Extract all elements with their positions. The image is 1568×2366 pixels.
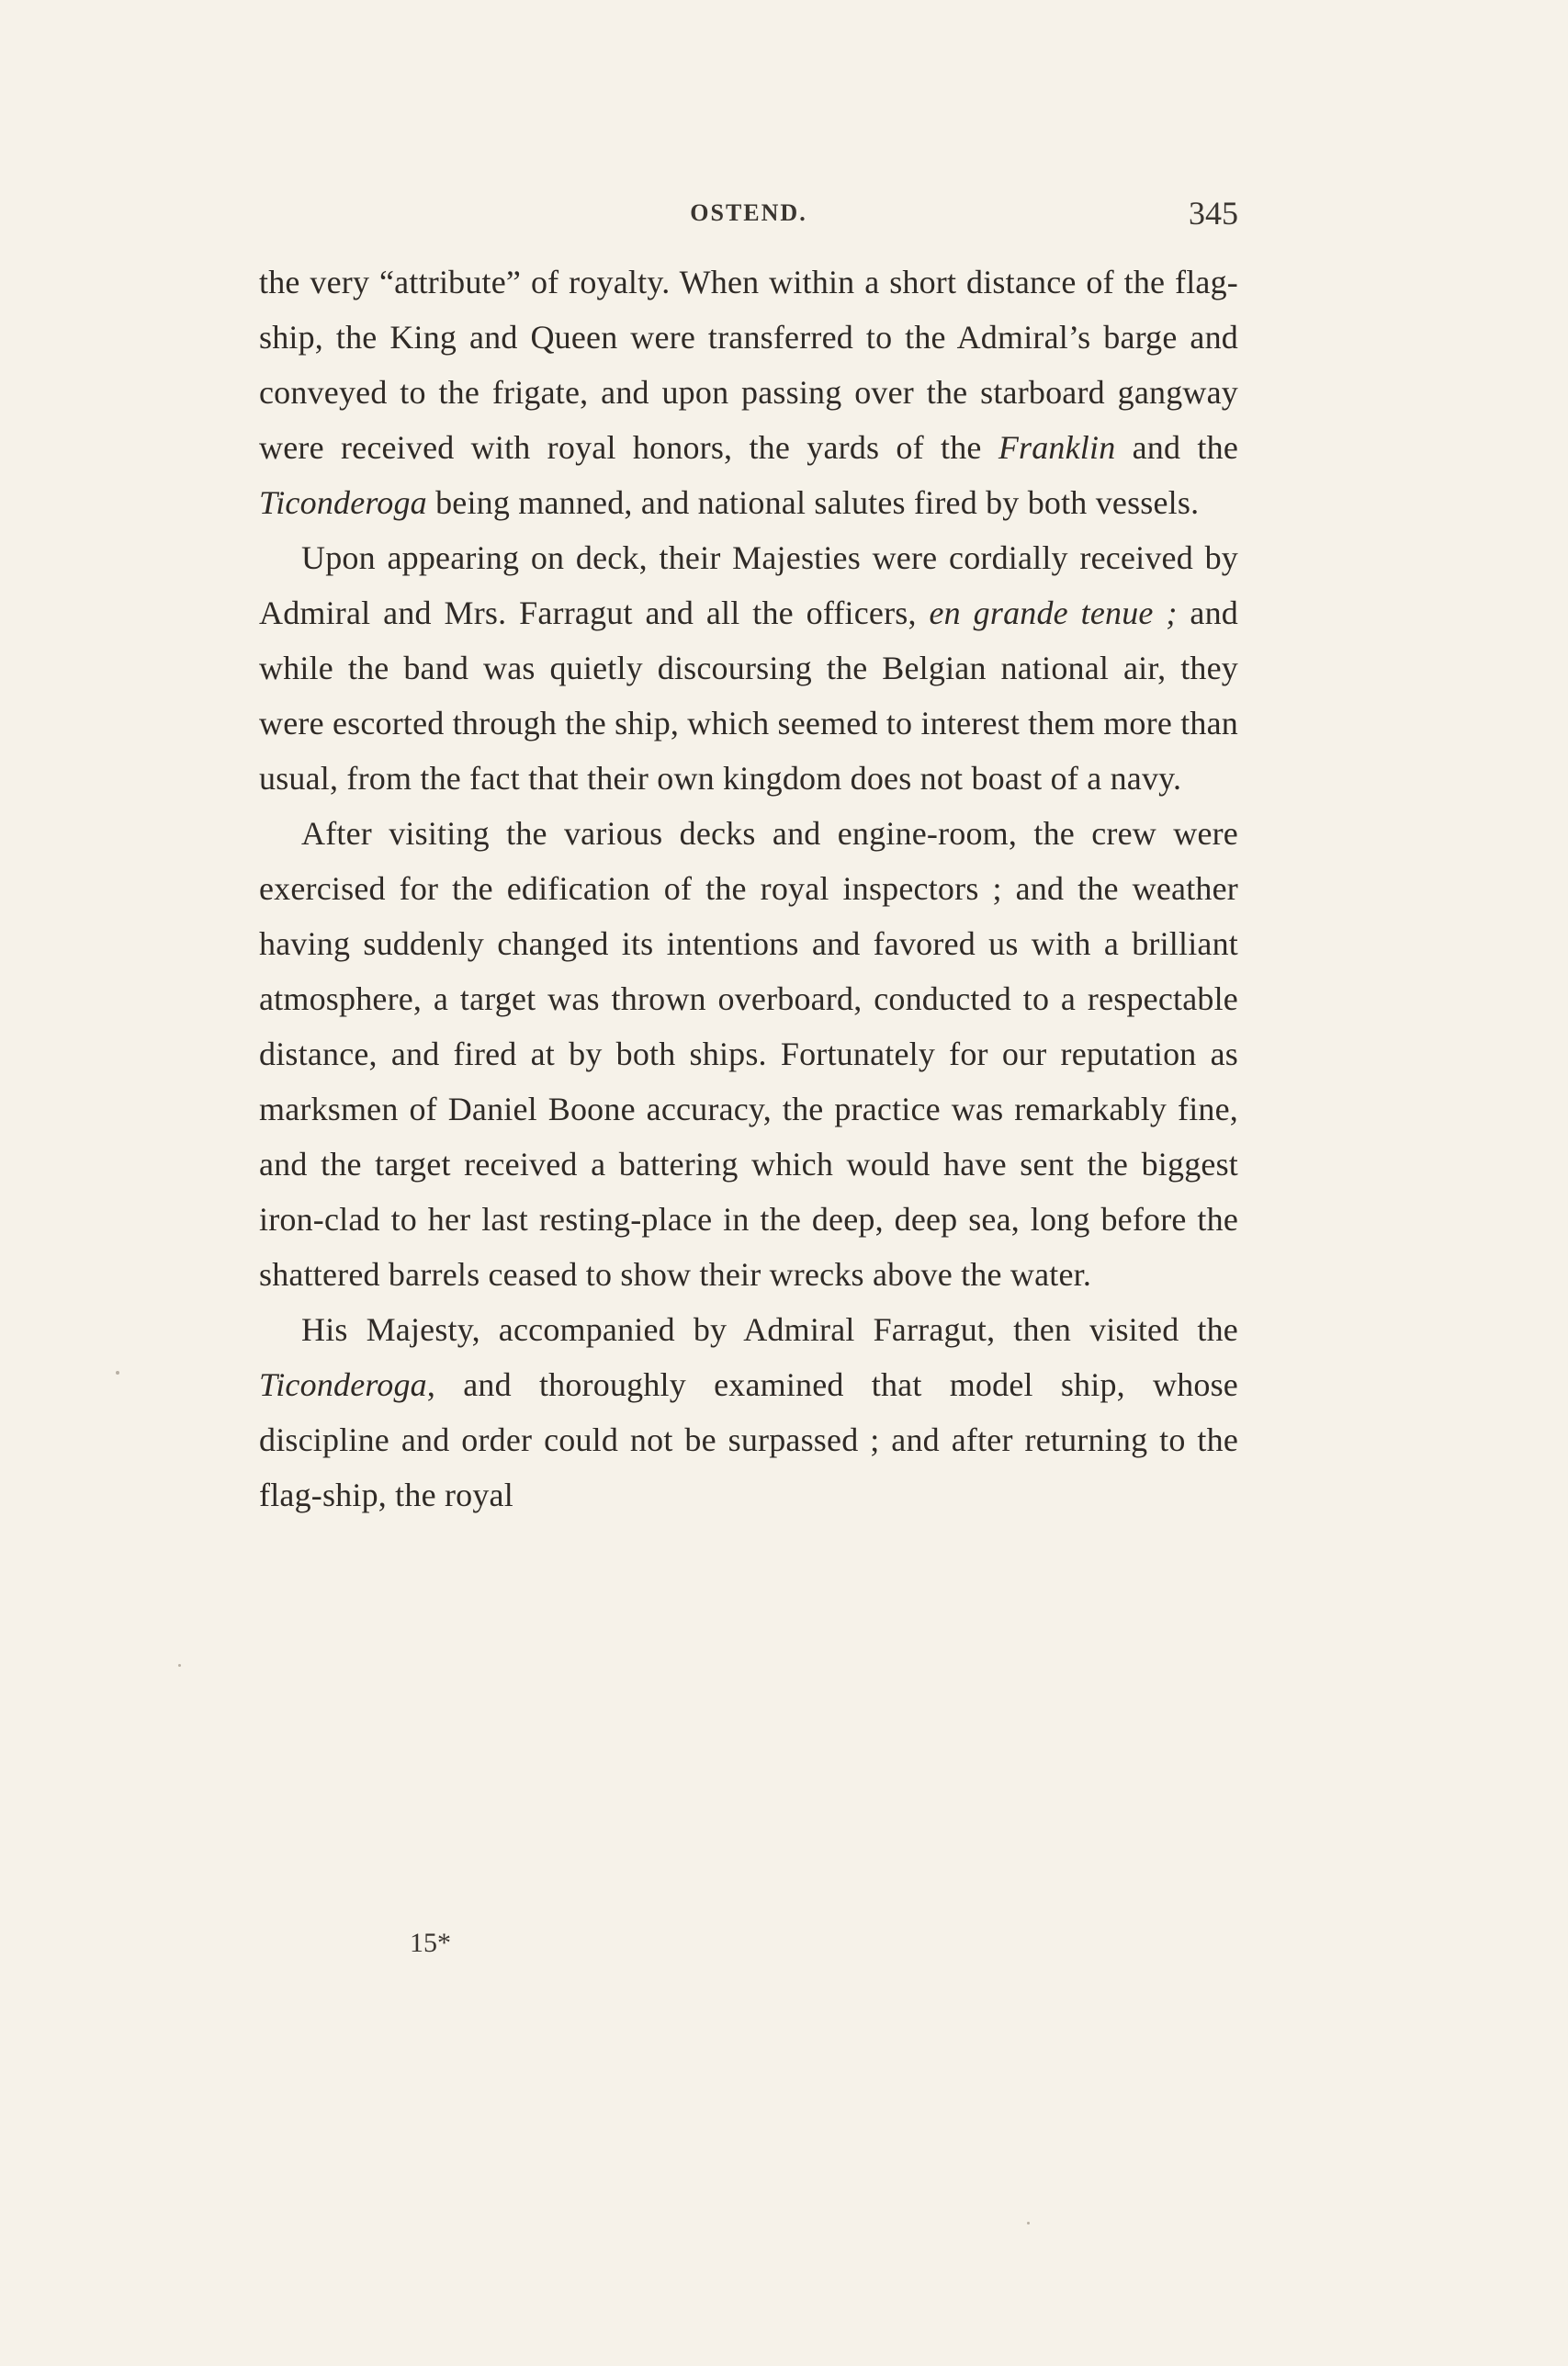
signature-mark: 15* bbox=[410, 1928, 451, 1958]
paper-speck bbox=[116, 1371, 119, 1375]
text-run: After visiting the various decks and engine-room, the crew were exercised for the edification of the royal inspectors ; and the weather having suddenly changed its intentions and favored us with a brilliant atmosphere, a target was thrown overboard, conducted to a respectable distance, and fired at by both ships. Fortunately for our reputation as marksmen of Daniel Boone accuracy, the practice was remarkably fine, and the target received a battering which would have sent the biggest iron-clad to her last resting-place in the deep, deep sea, long before the shattered barrels ceased to show their wrecks above the water. bbox=[259, 815, 1238, 1293]
italic-run: Ticonderoga bbox=[259, 484, 427, 521]
text-run: the very “attribute” of royalty. When within a short distance of the flag-ship, the King and Queen were transferred to the Admiral’s barge and conveyed to the frigate, and upon passing over the starboard gangway were received with royal honors, the yards of the bbox=[259, 264, 1238, 466]
text-run: , and thoroughly examined that model ship, whose discipline and order could not be surpassed ; and after returning to the flag-ship, the royal bbox=[259, 1366, 1238, 1513]
paragraph-4 bbox=[259, 1302, 1238, 1523]
italic-run: Ticonderoga bbox=[259, 1366, 427, 1403]
text-run: His Majesty, accompanied by Admiral Farragut, then visited the bbox=[301, 1311, 1238, 1348]
paper-speck bbox=[178, 1664, 181, 1667]
italic-run: Franklin bbox=[998, 429, 1116, 466]
running-head: OSTEND. bbox=[690, 199, 807, 226]
text-run: and while the band was quietly discoursing the Belgian national air, they were escorted through the ship, which seemed to interest them more than usual, from the fact that their own kingdom does not boast of a navy. bbox=[259, 594, 1238, 797]
text-run: and the bbox=[1115, 429, 1238, 466]
paper-speck bbox=[1027, 2222, 1030, 2224]
text-run: being manned, and national salutes fired by both vessels. bbox=[426, 484, 1200, 521]
paragraph-3 bbox=[259, 806, 1238, 1302]
page-header bbox=[259, 195, 1238, 241]
page-number: 345 bbox=[1189, 195, 1238, 232]
paragraph-1 bbox=[259, 255, 1238, 530]
text-run: Upon appearing on deck, their Majesties were cordially received by Admiral and Mrs. Farragut and all the officers, bbox=[259, 539, 1238, 631]
paragraph-2 bbox=[259, 530, 1238, 806]
italic-run: en grande tenue ; bbox=[929, 594, 1178, 631]
body-text bbox=[259, 255, 1238, 1523]
